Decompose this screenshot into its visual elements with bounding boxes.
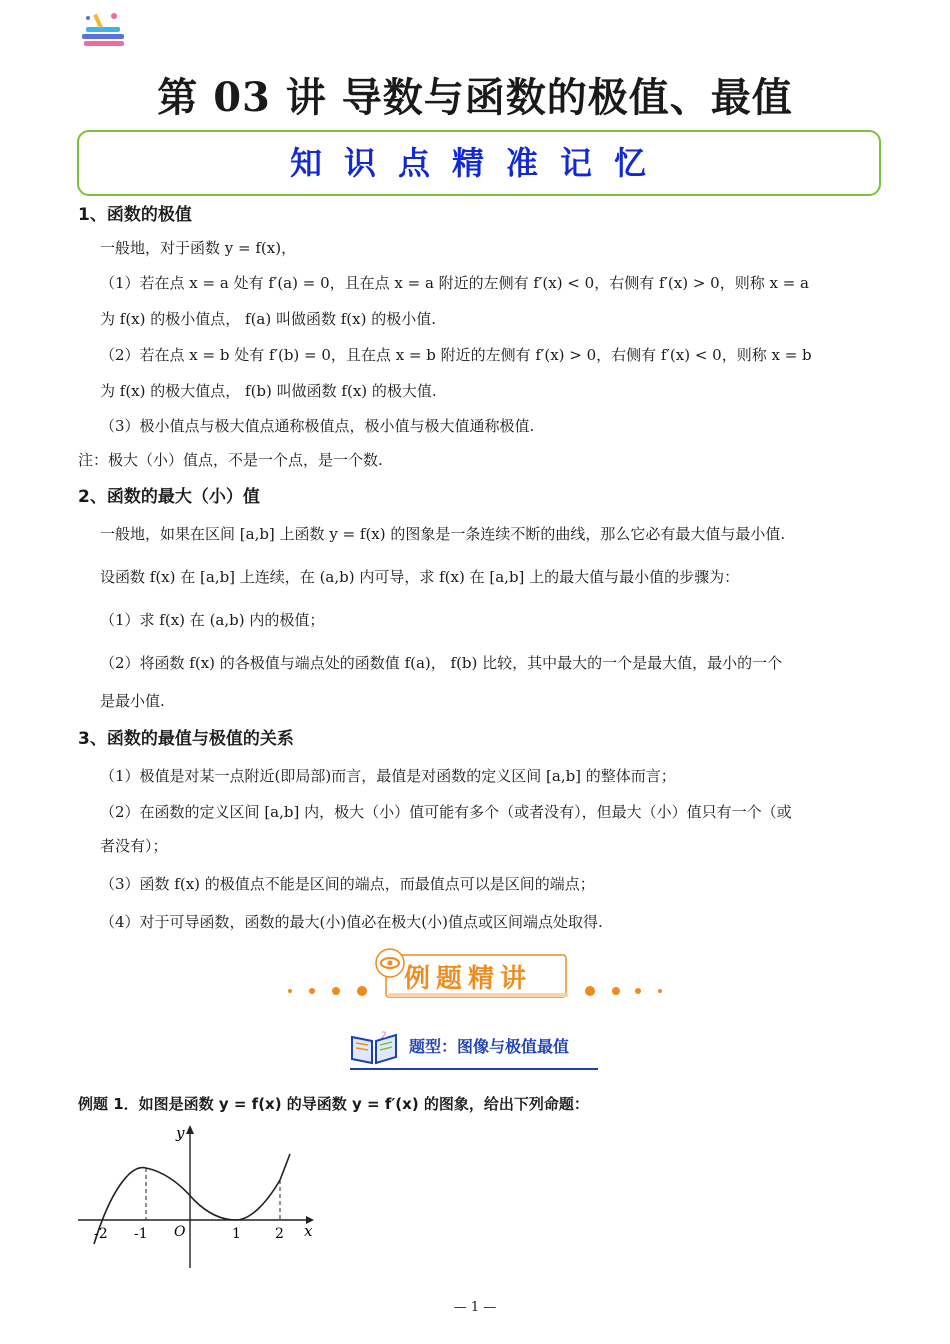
svg-text:2: 2: [381, 1031, 387, 1041]
s1-line-2: （1）若在点 x = a 处有 f′(a) = 0，且在点 x = a 附近的左侧有 f′(x) < 0，右侧有 f′(x) > 0，则称 x = a: [100, 274, 810, 292]
s2-line-3: （1）求 f(x) 在 (a,b) 内的极值；: [100, 611, 325, 629]
example-1-text: 例题 1．如图是函数 y = f(x) 的导函数 y = f′(x) 的图象，给出下列命题：: [78, 1095, 589, 1113]
s1-line-6: （3）极小值点与极大值点通称极值点，极小值与极大值通称极值.: [100, 417, 535, 435]
s3-line-1: （1）极值是对某一点附近(即局部)而言，最值是对函数的定义区间 [a,b] 的整体而言；: [100, 767, 676, 785]
tick-label: -2: [94, 1226, 108, 1242]
s2-line-2: 设函数 f(x) 在 [a,b] 上连续，在 (a,b) 内可导，求 f(x) 在 [a,b] 上的最大值与最小值的步骤为：: [100, 568, 740, 586]
page-number: — 1 —: [453, 1300, 497, 1315]
s1-line-4: （2）若在点 x = b 处有 f′(b) = 0，且在点 x = b 附近的左侧有 f′(x) > 0，右侧有 f′(x) < 0，则称 x = b: [100, 346, 812, 364]
s3-line-5: （4）对于可导函数，函数的最大(小)值必在极大(小)值点或区间端点处取得.: [100, 913, 603, 931]
s3-line-2: （2）在函数的定义区间 [a,b] 内，极大（小）值可能有多个（或者没有），但最大（小）值只有一个（或: [100, 803, 792, 821]
section-banner: [77, 130, 881, 196]
topic-title: 题型：图像与极值最值: [409, 1037, 570, 1056]
s2-line-1: 一般地，如果在区间 [a,b] 上函数 y = f(x) 的图象是一条连续不断的曲线，那么它必有最大值与最小值.: [100, 525, 786, 543]
s2-line-5: 是最小值.: [100, 692, 165, 710]
banner-text: 知识点精准记忆: [289, 144, 668, 182]
s1-note: 注：极大（小）值点，不是一个点，是一个数.: [78, 451, 383, 469]
derivative-curve: [94, 1154, 290, 1244]
section-1-heading: 1、函数的极值: [78, 205, 192, 225]
s1-line-1: 一般地，对于函数 y = f(x)，: [100, 239, 297, 257]
topic-underline: [350, 1068, 598, 1070]
section-3-heading: 3、函数的最值与极值的关系: [78, 729, 294, 749]
s3-line-3: 者没有）；: [100, 837, 168, 855]
y-axis-label: y: [176, 1124, 185, 1142]
tick-label: 1: [232, 1226, 241, 1242]
derivative-graph: [70, 1122, 330, 1272]
s2-line-4: （2）将函数 f(x) 的各极值与端点处的函数值 f(a)， f(b) 比较，其中最大的一个是最大值，最小的一个: [100, 654, 783, 672]
open-book-icon: [348, 1025, 400, 1067]
s3-line-4: （3）函数 f(x) 的极值点不能是区间的端点，而最值点可以是区间的端点；: [100, 875, 595, 893]
x-axis-label: x: [304, 1222, 313, 1240]
origin-label: O: [174, 1224, 186, 1240]
section-2-heading: 2、函数的最大（小）值: [78, 487, 260, 507]
s1-line-5: 为 f(x) 的极大值点， f(b) 叫做函数 f(x) 的极大值.: [100, 382, 437, 400]
tick-label: -1: [134, 1226, 148, 1242]
page-title: 第 03 讲 导数与函数的极值、最值: [157, 74, 793, 121]
y-axis-arrow: [186, 1125, 194, 1134]
examples-banner-text: 例题精讲: [404, 964, 533, 994]
tick-label: 2: [275, 1226, 284, 1242]
books-logo-icon: [80, 8, 128, 50]
s1-line-3: 为 f(x) 的极小值点， f(a) 叫做函数 f(x) 的极小值.: [100, 310, 437, 328]
